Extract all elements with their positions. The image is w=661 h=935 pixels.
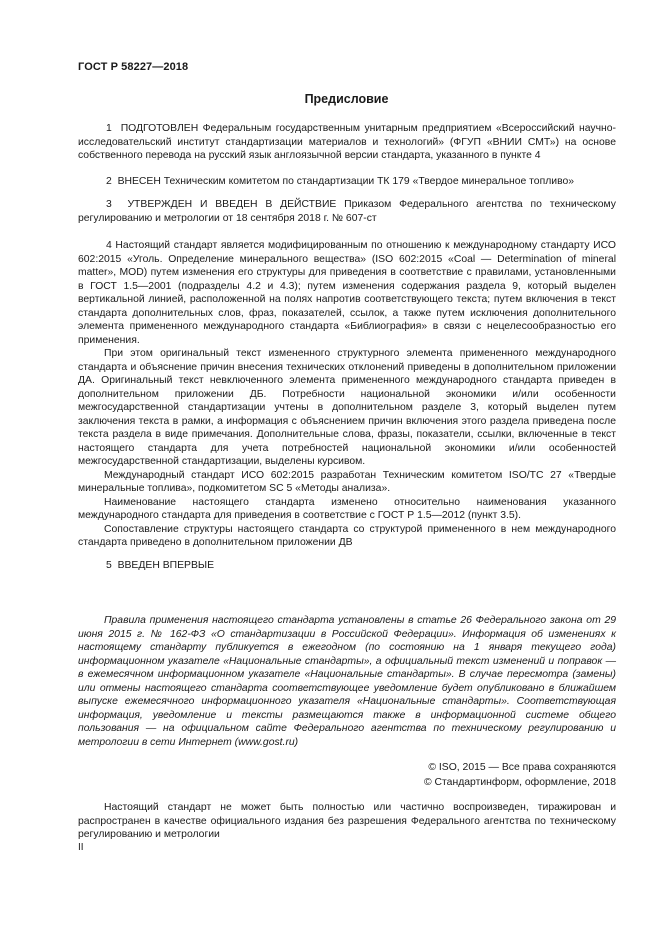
copyright-standartinform: © Стандартинформ, оформление, 2018 bbox=[423, 776, 616, 788]
section-5 bbox=[78, 559, 616, 573]
section-4-paragraph-1 bbox=[78, 239, 616, 347]
section-3-text: УТВЕРЖДЕН И ВВЕДЕН В ДЕЙСТВИЕ Приказом Федерального агентства по техническому регулированию и метрологии от 18 сентября 2018 г. № 607-ст bbox=[78, 199, 616, 224]
section-4-text-1: Настоящий стандарт является модифицированным по отношению к международному стандарту ИСО 602:2015 «Уголь. Определение минерального вещества» (ISO 602:2015 «Coal — Determination of mineral matter», MOD) путем изменения его структуры для приведения в соответствие с правилами, установленными в ГОСТ 1.5—2001 (подразделы 4.2 и 4.3); путем изменения содержания раздела 9, который выделен вертикальной линией, расположенной на полях напротив соответствующего текста; путем включения в текст стандарта дополнительных слов, фраз, показателей, ссылок, а также путем исключения дополнительного элемента примененного международного стандарта «Библиография» в связи с нецелесообразностью его применения. bbox=[78, 240, 617, 346]
section-4 bbox=[78, 239, 616, 550]
copyright-block bbox=[424, 761, 616, 790]
page-number: II bbox=[78, 842, 84, 853]
standard-code-header: ГОСТ Р 58227—2018 bbox=[78, 61, 189, 73]
section-4-paragraph-2: При этом оригинальный текст измененного структурного элемента примененного международного стандарта и объяснение причин внесения технических отклонений приведены в дополнительном приложении ДА. Оригинальный текст невключенного элемента примененного международного стандарта приведен в дополнительном приложении ДБ. Потребности национальной экономики и/или особенности межгосударственной стандартизации учтены в дополнительном разделе 3, который выделен путем заключения текста в рамки, а информация с объяснением причин включения этого раздела приведена после текста раздела в виде примечания. Дополнительные слова, фразы, показатели, ссылки, включенные в текст настоящего стандарта для учета потребностей национальной экономики и/или особенностей межгосударственной стандартизации, выделены курсивом. bbox=[78, 348, 616, 467]
section-3-number: 3 bbox=[106, 199, 112, 210]
section-1-text: ПОДГОТОВЛЕН Федеральным государственным унитарным предприятием «Всероссийский научно-исследовательский институт стандартизации материалов и технологий» (ФГУП «ВНИИ СМТ») на основе собственного перевода на русский язык англоязычной версии стандарта, указанного в пункте 4 bbox=[78, 123, 616, 161]
reproduction-notice bbox=[78, 801, 616, 842]
section-1 bbox=[78, 122, 616, 163]
reproduction-text: Настоящий стандарт не может быть полностью или частично воспроизведен, тиражирован и распространен в качестве официального издания без разрешения Федерального агентства по техническому регулированию и метрологии bbox=[78, 802, 616, 840]
copyright-iso: © ISO, 2015 — Все права сохраняются bbox=[428, 762, 616, 773]
section-2-text: ВНЕСЕН Техническим комитетом по стандартизации ТК 179 «Твердое минеральное топливо» bbox=[117, 176, 575, 187]
section-4-paragraph-3: Международный стандарт ИСО 602:2015 разработан Техническим комитетом ISO/TC 27 «Твердые минеральные топлива», подкомитетом SC 5 «Методы анализа». bbox=[78, 469, 616, 494]
section-3 bbox=[78, 198, 616, 225]
section-2-number: 2 bbox=[106, 176, 112, 187]
section-3-paragraph bbox=[78, 198, 616, 225]
section-1-paragraph bbox=[78, 122, 616, 163]
section-2-paragraph bbox=[78, 175, 616, 189]
section-4-paragraph-4: Наименование настоящего стандарта изменено относительно наименования указанного международного стандарта для приведения в соответствие с ГОСТ Р 1.5—2012 (пункт 3.5). bbox=[78, 496, 616, 521]
standard-application-notice bbox=[78, 614, 616, 749]
section-1-number: 1 bbox=[106, 123, 112, 134]
section-2 bbox=[78, 175, 616, 189]
section-4-paragraph-5: Сопоставление структуры настоящего стандарта со структурой примененного в нем международного стандарта приведено в дополнительном приложении ДВ bbox=[78, 523, 616, 548]
notice-text: Правила применения настоящего стандарта установлены в статье 26 Федерального закона от 29 июня 2015 г. № 162-ФЗ «О стандартизации в Российской Федерации». Информация об изменениях к настоящему стандарту публикуется в ежегодном (по состоянию на 1 января текущего года) информационном указателе «Национальные стандарты», а официальный текст изменений и поправок — в ежемесячном информационном указателе «Национальные стандарты». В случае пересмотра (замены) или отмены настоящего стандарта соответствующее уведомление будет опубликовано в ближайшем выпуске ежемесячного информационного указателя «Национальные стандарты». Соответствующая информация, уведомление и тексты размещаются также в информационной системе общего пользования — на официальном сайте Федерального агентства по техническому регулированию и метрологии в сети Интернет (www.gost.ru) bbox=[78, 615, 616, 748]
section-5-paragraph bbox=[78, 559, 616, 573]
section-4-number: 4 bbox=[106, 240, 112, 251]
section-5-number: 5 bbox=[106, 560, 112, 571]
page-title: Предисловие bbox=[304, 92, 389, 106]
section-5-text: ВВЕДЕН ВПЕРВЫЕ bbox=[117, 560, 215, 571]
